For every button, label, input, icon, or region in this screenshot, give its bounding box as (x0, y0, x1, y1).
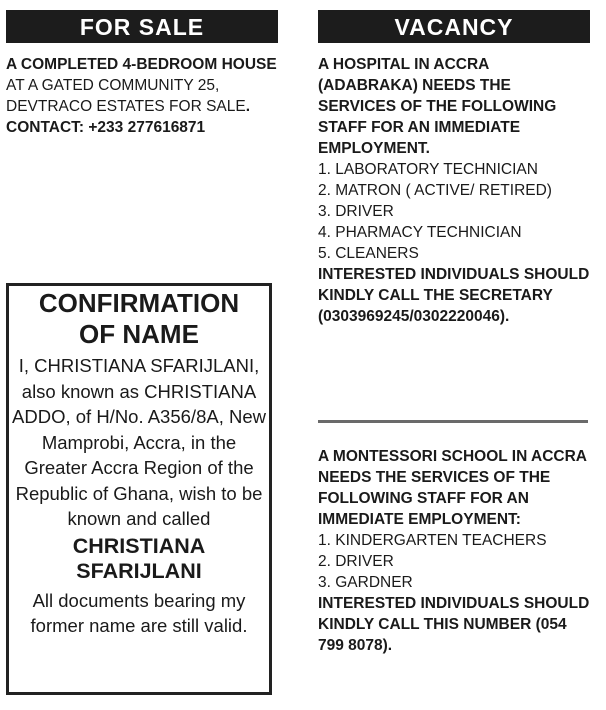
sale-ad-period: . (245, 98, 251, 115)
list-item: 1. LABORATORY TECHNICIAN (318, 161, 538, 178)
list-item: 3. DRIVER (318, 203, 394, 220)
sale-ad-lead: A COMPLETED 4-BEDROOM HOUSE (6, 56, 277, 73)
list-item: 5. CLEANERS (318, 245, 419, 262)
hospital-ad-phones: (0303969245/0302220046). (318, 308, 510, 325)
sale-ad-contact: CONTACT: +233 277616871 (6, 119, 206, 136)
confirmation-title-line2: OF NAME (79, 319, 199, 349)
confirmation-title-line1: CONFIRMATION (38, 288, 240, 318)
montessori-positions-list (318, 530, 590, 593)
confirmation-footer: All documents bearing my former name are still valid. (30, 589, 248, 636)
for-sale-column (6, 10, 278, 138)
confirmation-name-line2: SFARIJLANI (76, 558, 202, 583)
hospital-positions-list (318, 159, 590, 264)
list-item: 1. KINDERGARTEN TEACHERS (318, 532, 547, 549)
sale-ad-body: AT A GATED COMMUNITY 25, DEVTRACO ESTATES FOR SALE (6, 77, 246, 115)
list-item: 3. GARDNER (318, 574, 413, 591)
confirmation-of-name-notice (6, 283, 272, 695)
list-item: 2. DRIVER (318, 553, 394, 570)
confirmation-new-name (9, 534, 269, 584)
hospital-vacancy-ad (318, 54, 590, 327)
hospital-ad-call: INTERESTED INDIVIDUALS SHOULD KINDLY CALL THE SECRETARY (318, 266, 590, 304)
for-sale-header: FOR SALE (6, 10, 278, 43)
confirmation-name-line1: CHRISTIANA (72, 533, 206, 558)
house-sale-ad (6, 54, 278, 138)
hospital-ad-intro: A HOSPITAL IN ACCRA (ADABRAKA) NEEDS THE SERVICES OF THE FOLLOWING STAFF FOR AN IMMEDIATE EMPLOYMENT. (318, 56, 557, 157)
montessori-ad-call: INTERESTED INDIVIDUALS SHOULD KINDLY CALL THIS NUMBER (054 799 8078). (318, 595, 590, 654)
vacancy-header: VACANCY (318, 10, 590, 43)
list-item: 4. PHARMACY TECHNICIAN (318, 224, 522, 241)
list-item: 2. MATRON ( ACTIVE/ RETIRED) (318, 182, 552, 199)
confirmation-title (9, 288, 269, 350)
vacancy-divider (318, 420, 588, 423)
montessori-ad-intro: A MONTESSORI SCHOOL IN ACCRA NEEDS THE SERVICES OF THE FOLLOWING STAFF FOR AN IMMEDIATE EMPLOYMENT: (318, 448, 587, 528)
vacancy-column (318, 10, 590, 327)
montessori-vacancy-ad (318, 446, 590, 656)
confirmation-body: I, CHRISTIANA SFARIJLANI, also known as CHRISTIANA ADDO, of H/No. A356/8A, New Mamprobi, Accra, in the Greater Accra Region of the Republic of Ghana, wish to be known and called (12, 355, 266, 529)
